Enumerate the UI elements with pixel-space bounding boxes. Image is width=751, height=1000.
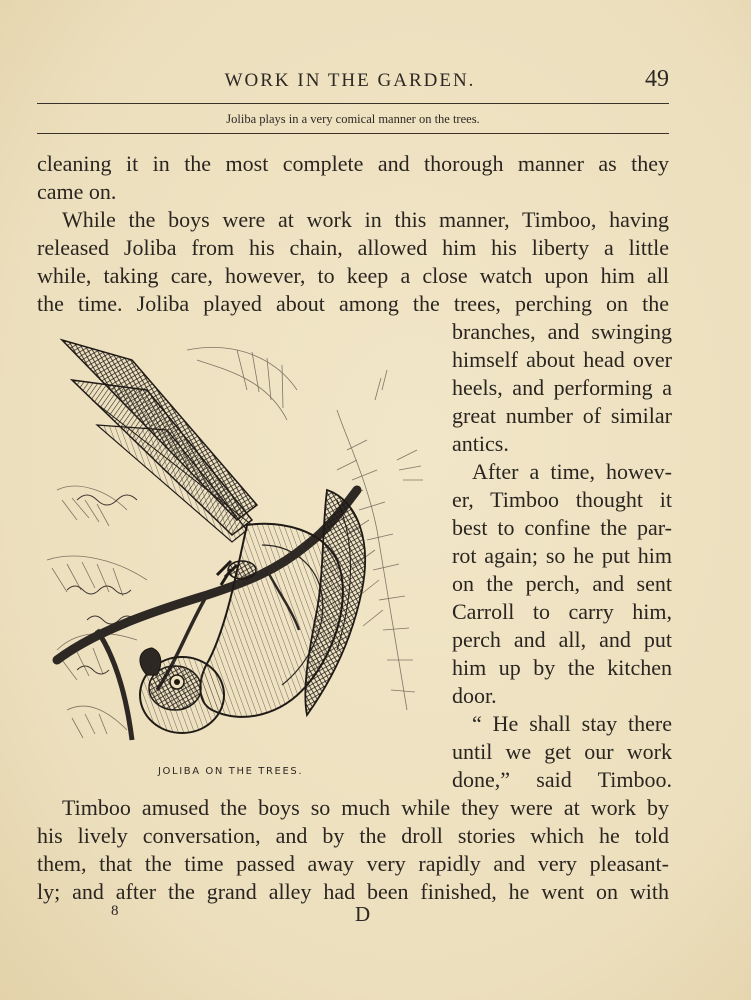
body-line: Timboo amused the boys so much while they were at work by xyxy=(62,795,669,820)
body-line: ly; and after the grand alley had been finished, he went on with xyxy=(37,879,669,904)
page-number: 49 xyxy=(645,66,669,92)
body-line: Carroll to carry him, xyxy=(452,599,672,624)
body-line: the time. Joliba played about among the trees, perching on the xyxy=(37,291,669,316)
body-line: until we get our work xyxy=(452,739,672,764)
body-line: best to confine the par- xyxy=(452,515,672,540)
body-line: cleaning it in the most complete and thorough manner as they xyxy=(37,151,669,176)
body-line: released Joliba from his chain, allowed him his liberty a little xyxy=(37,235,669,260)
body-line: them, that the time passed away very rapidly and very pleasant- xyxy=(37,851,669,876)
running-caption: Joliba plays in a very comical manner on the trees. xyxy=(226,112,480,126)
body-line: rot again; so he put him xyxy=(452,543,672,568)
body-line: door. xyxy=(452,683,497,708)
parrot-engraving-illustration xyxy=(37,330,437,762)
body-line: on the perch, and sent xyxy=(452,571,672,596)
signature-mark-number: 8 xyxy=(111,903,119,919)
body-line: branches, and swinging xyxy=(452,319,672,344)
header-rule-bottom xyxy=(37,133,669,134)
body-line: his lively conversation, and by the droll stories which he told xyxy=(37,823,669,848)
body-line: “ He shall stay there xyxy=(472,711,672,736)
body-line: After a time, howev- xyxy=(472,459,672,484)
signature-mark-letter: D xyxy=(355,902,371,926)
body-line: heels, and performing a xyxy=(452,375,672,400)
body-line: himself about head over xyxy=(452,347,672,372)
body-line: While the boys were at work in this manner, Timboo, having xyxy=(62,207,669,232)
body-line: done,” said Timboo. xyxy=(452,767,672,792)
illustration-caption: JOLIBA ON THE TREES. xyxy=(158,766,304,777)
body-line: came on. xyxy=(37,179,117,204)
body-line: antics. xyxy=(452,431,509,456)
running-head-title: WORK IN THE GARDEN. xyxy=(224,70,476,91)
body-line: great number of similar xyxy=(452,403,672,428)
body-line: him up by the kitchen xyxy=(452,655,672,680)
body-line: perch and all, and put xyxy=(452,627,672,652)
body-line: while, taking care, however, to keep a close watch upon him all xyxy=(37,263,669,288)
body-line: er, Timboo thought it xyxy=(452,487,672,512)
header-rule-top xyxy=(37,103,669,104)
